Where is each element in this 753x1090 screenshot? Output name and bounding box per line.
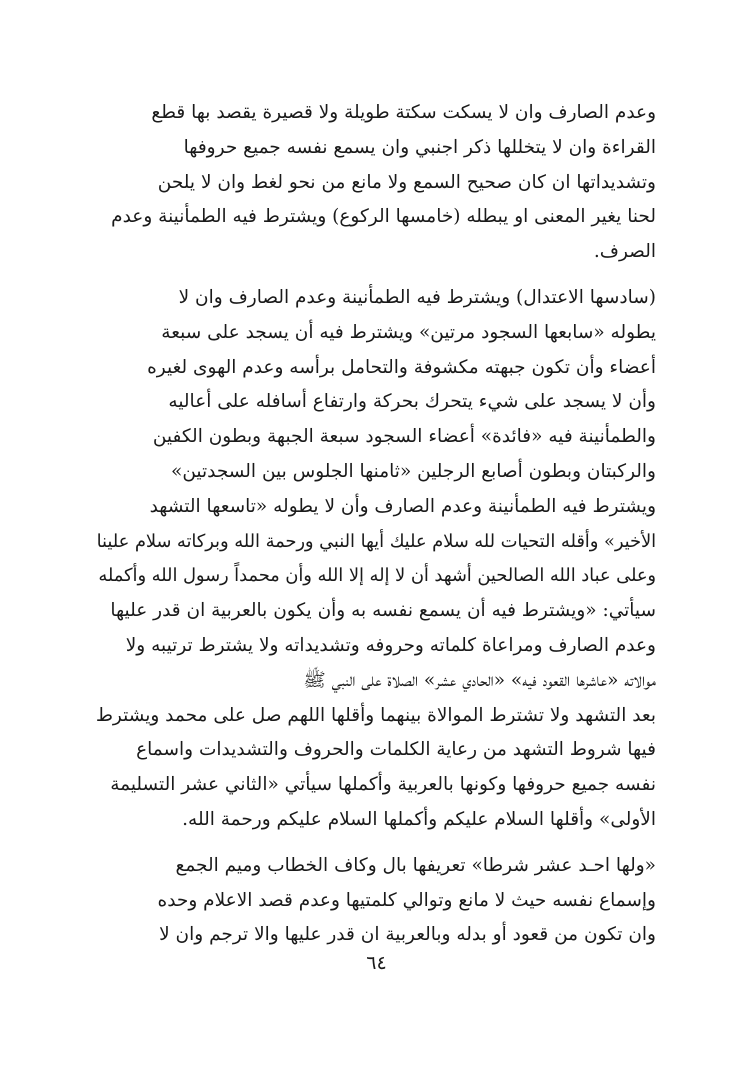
- text-line: الأولى» وأقلها السلام عليكم وأكملها السلام عليكم ورحمة الله.: [182, 808, 656, 830]
- text-line: وعدم الصارف وان لا يسكت سكتة طويلة ولا قصيرة يقصد بها قطع: [151, 102, 656, 123]
- text-line: وأن لا يسجد على شيء يتحرك بحركة وارتفاع أسافله على أعاليه: [168, 391, 656, 413]
- body-text: [95, 96, 656, 953]
- text-line: يطوله «سابعها السجود مرتين» ويشترط فيه أن يسجد على سبعة: [161, 321, 656, 343]
- text-line: «ولها احـد عشر شرطا» تعريفها بال وكاف الخطاب وميم الجمع: [175, 854, 656, 876]
- text-line: وعدم الصارف ومراعاة كلماته وحروفه وتشديداته ولا يشترط ترتيبه ولا: [125, 634, 656, 656]
- text-line: موالاته «عاشرها القعود فيه» «الحادي عشر» الصلاة على النبي ﷺ: [303, 669, 656, 691]
- text-line: وعلى عباد الله الصالحين أشهد أن لا إله إلا الله وأن محمداً رسول الله وأكمله: [98, 566, 656, 587]
- paragraph-2: [95, 281, 656, 838]
- text-line: وتشديداتها ان كان صحيح السمع ولا مانع من نحو لغط وان لا يلحن: [157, 171, 656, 193]
- paragraph-3: [95, 849, 656, 953]
- text-line: سيأتي: «ويشترط فيه أن يسمع نفسه به وأن يكون بالعربية ان قدر عليها: [110, 600, 656, 622]
- text-line: نفسه جميع حروفها وكونها بالعربية وأكملها سيأتي «الثاني عشر التسليمة: [110, 774, 656, 796]
- paragraph-1: [95, 96, 656, 270]
- text-line: والركبتان وبطون أصابع الرجلين «ثامنها الجلوس بين السجدتين»: [171, 460, 656, 482]
- text-line: بعد التشهد ولا تشترط الموالاة بينهما وأقلها اللهم صل على محمد ويشترط: [95, 704, 656, 726]
- text-line: الأخير» وأقله التحيات لله سلام عليك أيها النبي ورحمة الله وبركاته سلام علينا: [96, 531, 656, 552]
- text-line: (سادسها الاعتدال) ويشترط فيه الطمأنينة وعدم الصارف وان لا: [178, 286, 656, 308]
- text-line: القراءة وان لا يتخللها ذكر اجنبي وان يسمع نفسه جميع حروفها: [183, 136, 656, 158]
- text-line: والطمأنينة فيه «فائدة» أعضاء السجود سبعة الجبهة وبطون الكفين: [152, 426, 656, 448]
- text-line: لحنا يغير المعنى او يبطله (خامسها الركوع) ويشترط فيه الطمأنينة وعدم: [111, 206, 656, 228]
- text-line: وان تكون من قعود أو بدله وبالعربية ان قدر عليها والا ترجم وان لا: [159, 924, 656, 946]
- text-line: الصرف.: [593, 241, 656, 263]
- text-line: وإسماع نفسه حيث لا مانع وتوالي كلمتيها وعدم قصد الاعلام وحده: [157, 889, 656, 911]
- text-line: أعضاء وأن تكون جبهته مكشوفة والتحامل برأسه وعدم الهوى لغيره: [147, 356, 656, 378]
- text-line: ويشترط فيه الطمأنينة وعدم الصارف وأن لا يطوله «تاسعها التشهد: [149, 495, 656, 517]
- text-line: فيها شروط التشهد من رعاية الكلمات والحروف والتشديدات واسماع: [136, 739, 656, 761]
- page-number: ٦٤: [366, 952, 387, 974]
